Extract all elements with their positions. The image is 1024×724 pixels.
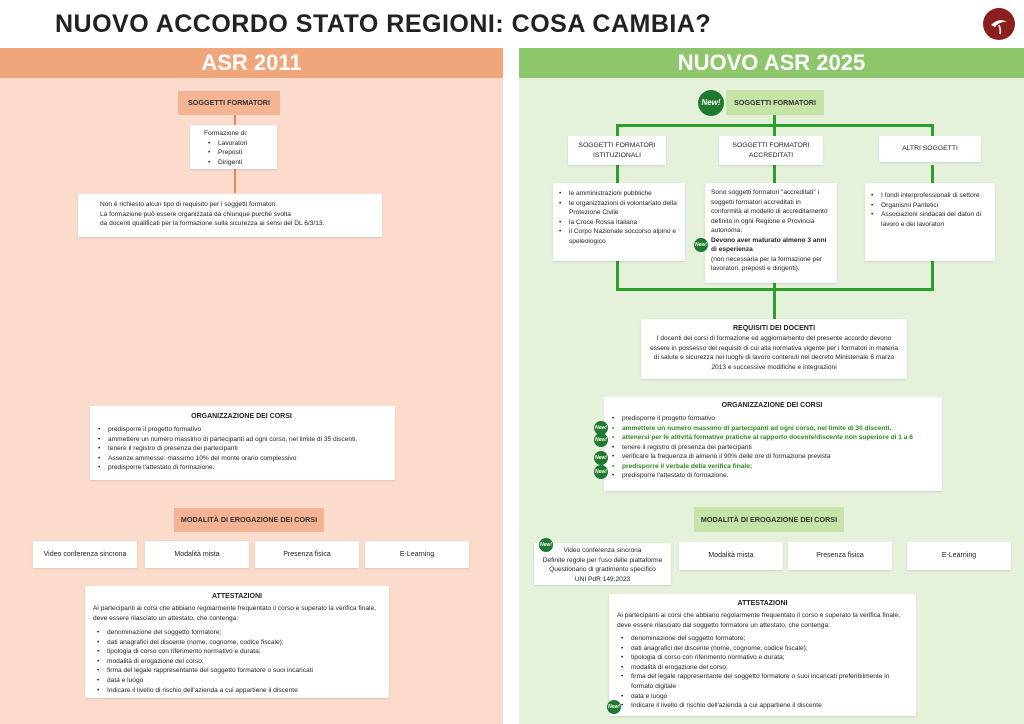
modalita-label: MODALITÀ DI EROGAZIONE DEI CORSI — [694, 507, 844, 532]
modalita-video: Video conferenza sincrona — [33, 541, 137, 568]
list-item: • tenere il registro di presenza dei partecipanti — [608, 443, 936, 453]
list-item: • modalità di erogazione del corso; — [93, 657, 381, 667]
list-item: • predisporre l'attestato di formazione. — [608, 471, 936, 481]
list-item: • dati anagrafici del discente (nome, cognome, codice fiscale); — [617, 644, 908, 654]
list-item: • denominazione del soggetto formatore; — [617, 634, 908, 644]
modalita-mista: Modalità mista — [679, 542, 783, 570]
soggetti-formatori-label: SOGGETTI FORMATORI — [178, 91, 280, 115]
list-item: • predisporre il progetto formativo — [608, 414, 936, 424]
list-item: • Associazioni sindacali dei datori di lavoro e dei lavoratori — [867, 210, 989, 229]
requisiti-title: REQUISITI DEI DOCENTI — [732, 325, 816, 332]
attestazioni-box — [85, 586, 389, 698]
accreditati-tail: (non necessaria per la formazione per lavoratori, preposti e dirigenti). — [711, 255, 823, 273]
soggetti-formatori-label: SOGGETTI FORMATORI — [726, 90, 824, 115]
list-item: • modalità di erogazione del corso; — [617, 663, 908, 673]
formazione-title: Formazione di: — [204, 130, 248, 137]
modalita-elearning: E-Learning — [365, 541, 469, 568]
list-item: • I fondi interprofessionali di settore — [867, 191, 989, 201]
list-item: • Assenze ammesse: massimo 10% del monte orario complessivo — [94, 454, 389, 464]
organizzazione-box — [604, 397, 942, 491]
connector-line — [616, 260, 619, 290]
altri-list — [867, 191, 989, 229]
video-line: UNI PdR 149:2023 — [574, 575, 631, 583]
requisiti-box — [78, 194, 382, 237]
connector-line — [773, 282, 776, 320]
list-item: • verificare la frequenza di almeno il 90% delle ore di formazione prevista — [608, 452, 936, 462]
modalita-video — [534, 543, 671, 585]
list-item: • predisporre l'attestato di formazione. — [94, 463, 389, 473]
modalita-presenza: Presenza fisica — [788, 542, 892, 570]
organizzazione-title: ORGANIZZAZIONE DEI CORSI — [191, 413, 292, 420]
attestazioni-list — [617, 634, 908, 710]
list-item: • tipologia di corso con riferimento normativo e durata; — [617, 653, 908, 663]
right-header: NUOVO ASR 2025 — [519, 48, 1024, 78]
requisiti-line: La formazione può essere organizzata da chiunque purché svolta — [100, 210, 291, 218]
accreditati-bold: Devono aver maturato almeno 3 anni di esperienza — [711, 236, 827, 254]
list-item: • le amministrazioni pubbliche — [555, 189, 679, 199]
istituzionali-list — [555, 189, 679, 246]
accreditati-box — [705, 183, 837, 283]
list-item: • le organizzazioni di volontariato della Protezione Civile — [555, 199, 679, 218]
list-item: • attenersi per le attività formative pratiche al rapporto docente/discente non superiore di 1 a 6 — [608, 433, 936, 443]
attestazioni-intro: Ai partecipanti ai corsi che abbiano regolarmente frequentato il corso e superato la verifica finale, deve essere rilasciato dal soggetto formatore un attestato, che contenga: — [617, 612, 900, 629]
attestazioni-list — [93, 628, 381, 695]
page-title: NUOVO ACCORDO STATO REGIONI: COSA CAMBIA? — [55, 10, 712, 38]
altri-title: ALTRI SOGGETTI — [879, 136, 981, 162]
new-badge-icon: New! — [607, 700, 621, 714]
video-line: Questionario di gradimento specifico — [549, 566, 656, 574]
connector-line — [931, 260, 934, 290]
requisiti-line: da docenti qualificati per la formazione sulla sicurezza ai sensi del DL 6/3/13. — [100, 220, 325, 228]
accreditati-text: Sono soggetti formatori "accreditati" i soggetti formatori accreditati in conformità al modello di accreditamento definito in ogni Regione e Provincia autonoma. — [711, 189, 828, 235]
attestazioni-title: ATTESTAZIONI — [212, 593, 262, 600]
new-badge-icon: New! — [694, 238, 708, 252]
list-item: • Indicare il livello di rischio dell'azienda a cui appartiene il discente — [617, 701, 908, 711]
new-badge-icon: New! — [539, 538, 553, 552]
list-item: • la Croce Rossa Italiana — [555, 218, 679, 228]
istituzionali-box — [553, 183, 685, 261]
new-badge-icon: New! — [594, 465, 608, 479]
list-item: • Dirigenti — [204, 158, 271, 168]
organizzazione-list — [608, 414, 936, 481]
accreditati-title: SOGGETTI FORMATORI ACCREDITATI — [719, 136, 823, 165]
connector-line — [773, 165, 776, 185]
video-line: Definite regole per l'uso delle piattaforme — [542, 556, 663, 564]
list-item: • tenere il registro di presenza dei partecipanti — [94, 444, 389, 454]
requisiti-text: I docenti dei corsi di formazione ed aggiornamento del presente accordo devono essere in possesso dei requisiti di cui alla normativa vigente per i formatori in materia di salute e sicurezza nei luoghi di lavoro contenuti nel decreto Ministeriale 6 marzo 2013 e successive modifiche e integrazioni — [649, 335, 899, 371]
new-badge-icon: New! — [698, 90, 724, 116]
list-item: • predisporre il progetto formativo — [94, 425, 389, 435]
modalita-mista: Modalità mista — [145, 541, 249, 568]
list-item: • firma del legale rappresentante del soggetto formatore o suoi incaricati preferibilmente in formato digitale — [617, 672, 908, 691]
istituzionali-title: SOGGETTI FORMATORI ISTITUZIONALI — [568, 136, 666, 165]
requisiti-docenti-box — [641, 319, 907, 379]
requisiti-line: Non è richiesto alcun tipo di requisito per i soggetti formatori. — [100, 201, 278, 208]
left-header: ASR 2011 — [0, 48, 503, 78]
new-badge-icon: New! — [594, 433, 608, 447]
list-item: • Lavoratori — [204, 139, 271, 149]
modalita-presenza: Presenza fisica — [255, 541, 359, 568]
attestazioni-intro: Ai partecipanti ai corsi che abbiano regolarmente frequentato il corso e superato la verifica finale, deve essere rilasciato un attestato, che contenga: — [93, 605, 376, 622]
formazione-list — [204, 139, 271, 168]
list-item: • firma del legale rappresentante del soggetto formatore o suoi incaricati — [93, 666, 381, 676]
list-item: • Preposti — [204, 148, 271, 158]
connector-line — [931, 165, 934, 185]
attestazioni-title: ATTESTAZIONI — [737, 600, 788, 607]
modalita-label: MODALITÀ DI EROGAZIONE DEI CORSI — [174, 508, 324, 532]
list-item: • predisporre il verbale della verifica finale; — [608, 462, 936, 472]
list-item: • Indicare il livello di rischio dell'azienda a cui appartiene il discente — [93, 686, 381, 696]
organizzazione-list — [94, 425, 389, 473]
new-badge-icon: New! — [594, 451, 608, 465]
list-item: • data e luogo — [93, 676, 381, 686]
attestazioni-box — [609, 594, 916, 716]
modalita-elearning: E-Learning — [907, 542, 1011, 570]
list-item: • ammettere un numero massimo di partecipanti ad ogni corso, nel limite di 35 discenti. — [94, 435, 389, 445]
organizzazione-box — [90, 406, 395, 480]
list-item: • dati anagrafici del discente (nome, cognome, codice fiscale); — [93, 638, 381, 648]
new-badge-icon: New! — [594, 421, 608, 435]
organizzazione-title: ORGANIZZAZIONE DEI CORSI — [721, 402, 823, 409]
list-item: • tipologia di corso con riferimento normativo e durata; — [93, 647, 381, 657]
altri-box — [865, 183, 995, 261]
list-item: • data e luogo — [617, 692, 908, 702]
connector-line — [616, 165, 619, 185]
list-item: • denominazione del soggetto formatore; — [93, 628, 381, 638]
list-item: • Organismi Paritetici — [867, 201, 989, 211]
connector-line — [234, 167, 236, 193]
formazione-box — [190, 125, 277, 169]
video-line: Video conferenza sincrona — [563, 547, 642, 554]
list-item: • il Corpo Nazionale soccorso alpino e speleologico — [555, 227, 679, 246]
list-item: • ammettere un numero massimo di partecipanti ad ogni corso, nel limite di 30 discenti. — [608, 424, 936, 434]
red-circle-logo-icon — [983, 8, 1015, 40]
